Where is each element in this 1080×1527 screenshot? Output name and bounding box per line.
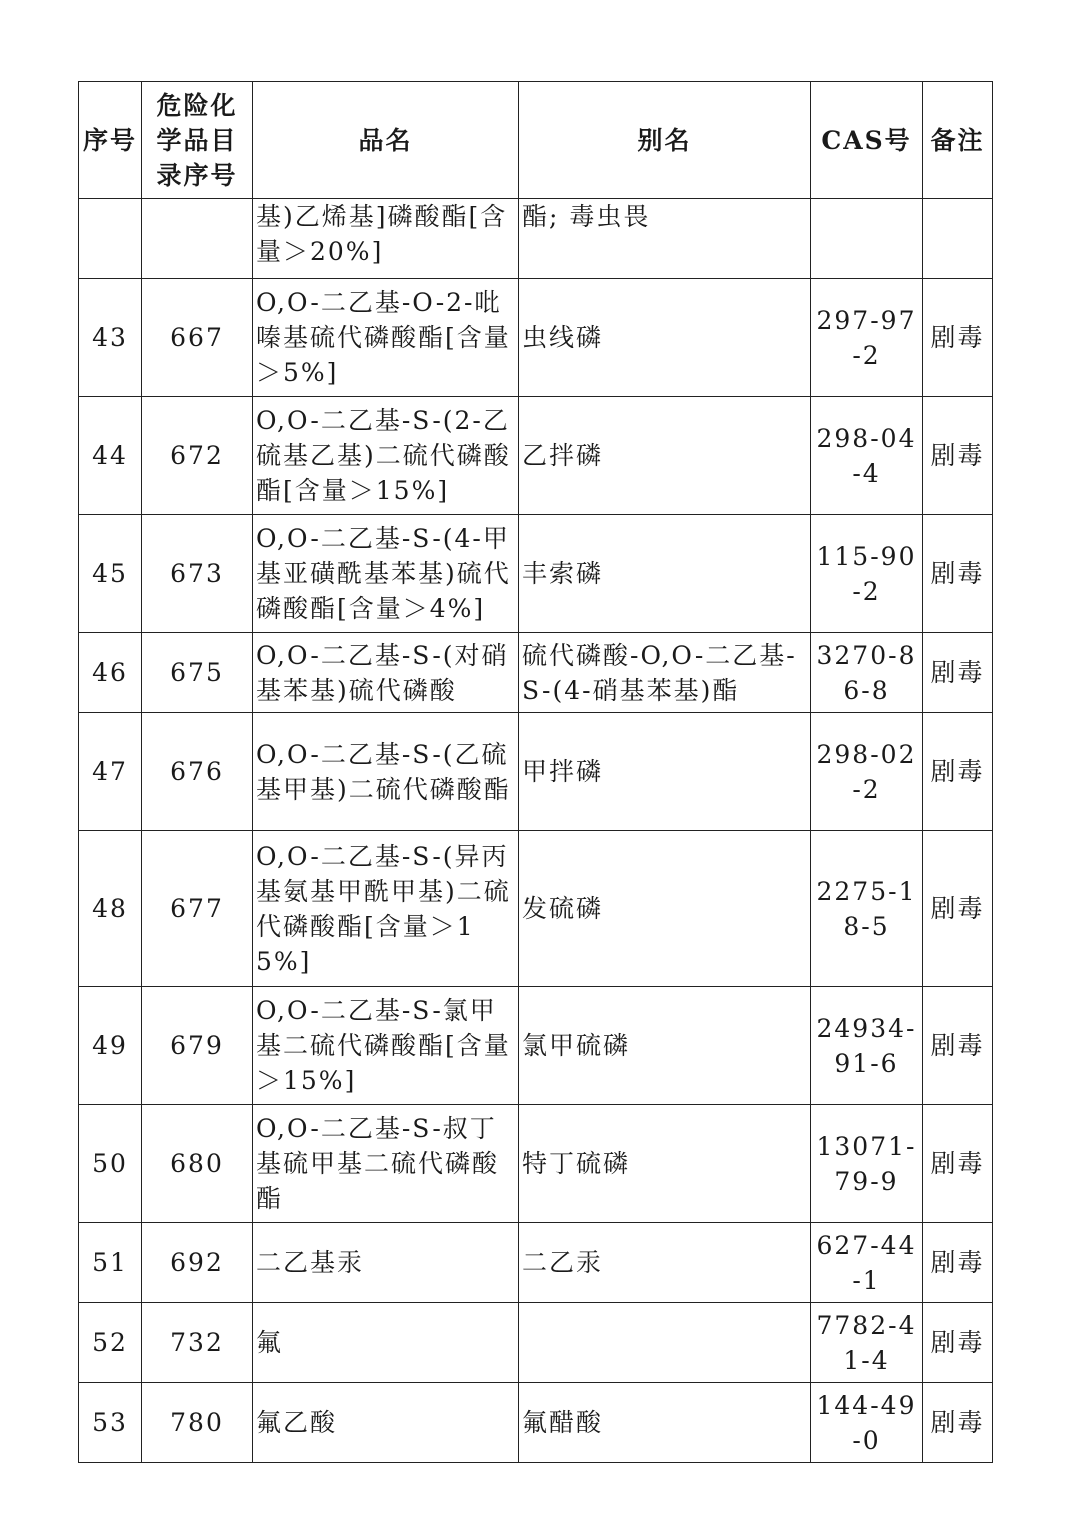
table-row	[79, 633, 993, 713]
cell-alias: 发硫磷	[519, 831, 811, 987]
cell-cas	[811, 199, 923, 279]
cell-name: O,O-二乙基-S-(对硝基苯基)硫代磷酸	[253, 633, 519, 713]
cell-alias: 硫代磷酸-O,O-二乙基-S-(4-硝基苯基)酯	[519, 633, 811, 713]
cell-seq: 43	[79, 279, 142, 397]
table-row	[79, 1223, 993, 1303]
cell-alias: 甲拌磷	[519, 713, 811, 831]
cell-name: 基)乙烯基]磷酸酯[含量＞20%]	[253, 199, 519, 279]
cell-cas: 7782-41-4	[811, 1303, 923, 1383]
cell-cas: 115-90-2	[811, 515, 923, 633]
cell-catalog-no: 675	[142, 633, 253, 713]
cell-catalog-no: 667	[142, 279, 253, 397]
cell-catalog-no	[142, 199, 253, 279]
cell-cas: 297-97-2	[811, 279, 923, 397]
cell-catalog-no: 692	[142, 1223, 253, 1303]
hazardous-chemicals-table	[78, 81, 993, 1463]
cell-seq: 51	[79, 1223, 142, 1303]
cell-cas: 298-02-2	[811, 713, 923, 831]
cell-name: O,O-二乙基-O-2-吡嗪基硫代磷酸酯[含量＞5%]	[253, 279, 519, 397]
cell-remark: 剧毒	[923, 1105, 993, 1223]
header-cas: CAS号	[811, 82, 923, 199]
table-row	[79, 831, 993, 987]
cell-name: O,O-二乙基-S-叔丁基硫甲基二硫代磷酸酯	[253, 1105, 519, 1223]
cell-remark: 剧毒	[923, 397, 993, 515]
cell-alias: 氟醋酸	[519, 1383, 811, 1463]
cell-alias: 特丁硫磷	[519, 1105, 811, 1223]
cell-cas: 298-04-4	[811, 397, 923, 515]
cell-alias: 虫线磷	[519, 279, 811, 397]
cell-cas: 24934-91-6	[811, 987, 923, 1105]
header-name: 品名	[253, 82, 519, 199]
table-row	[79, 199, 993, 279]
cell-alias: 二乙汞	[519, 1223, 811, 1303]
cell-seq: 46	[79, 633, 142, 713]
cell-seq: 47	[79, 713, 142, 831]
cell-remark	[923, 199, 993, 279]
cell-catalog-no: 780	[142, 1383, 253, 1463]
cell-catalog-no: 732	[142, 1303, 253, 1383]
cell-catalog-no: 680	[142, 1105, 253, 1223]
cell-remark: 剧毒	[923, 1383, 993, 1463]
cell-name: O,O-二乙基-S-(异丙基氨基甲酰甲基)二硫代磷酸酯[含量＞15%]	[253, 831, 519, 987]
cell-cas: 627-44-1	[811, 1223, 923, 1303]
cell-seq: 45	[79, 515, 142, 633]
cell-catalog-no: 672	[142, 397, 253, 515]
cell-remark: 剧毒	[923, 831, 993, 987]
table-row	[79, 397, 993, 515]
cell-cas: 2275-18-5	[811, 831, 923, 987]
cell-name: O,O-二乙基-S-(乙硫基甲基)二硫代磷酸酯	[253, 713, 519, 831]
header-alias: 别名	[519, 82, 811, 199]
cell-name: 氟乙酸	[253, 1383, 519, 1463]
table-row	[79, 713, 993, 831]
cell-name: O,O-二乙基-S-氯甲基二硫代磷酸酯[含量＞15%]	[253, 987, 519, 1105]
table-header-row	[79, 82, 993, 199]
cell-name: O,O-二乙基-S-(4-甲基亚磺酰基苯基)硫代磷酸酯[含量＞4%]	[253, 515, 519, 633]
cell-remark: 剧毒	[923, 1303, 993, 1383]
cell-seq: 49	[79, 987, 142, 1105]
table-row	[79, 1383, 993, 1463]
cell-seq: 53	[79, 1383, 142, 1463]
table-row	[79, 1105, 993, 1223]
table-row	[79, 515, 993, 633]
cell-alias: 氯甲硫磷	[519, 987, 811, 1105]
cell-remark: 剧毒	[923, 515, 993, 633]
cell-alias: 乙拌磷	[519, 397, 811, 515]
cell-remark: 剧毒	[923, 987, 993, 1105]
cell-catalog-no: 677	[142, 831, 253, 987]
cell-name: O,O-二乙基-S-(2-乙硫基乙基)二硫代磷酸酯[含量＞15%]	[253, 397, 519, 515]
cell-alias	[519, 1303, 811, 1383]
cell-remark: 剧毒	[923, 1223, 993, 1303]
header-seq: 序号	[79, 82, 142, 199]
cell-cas: 3270-86-8	[811, 633, 923, 713]
cell-catalog-no: 673	[142, 515, 253, 633]
cell-alias: 丰索磷	[519, 515, 811, 633]
cell-seq: 50	[79, 1105, 142, 1223]
header-catalog-no: 危险化学品目录序号	[142, 82, 253, 199]
cell-remark: 剧毒	[923, 713, 993, 831]
header-remark: 备注	[923, 82, 993, 199]
table-row	[79, 279, 993, 397]
table-row	[79, 987, 993, 1105]
cell-remark: 剧毒	[923, 279, 993, 397]
cell-remark: 剧毒	[923, 633, 993, 713]
cell-seq: 52	[79, 1303, 142, 1383]
cell-catalog-no: 679	[142, 987, 253, 1105]
cell-cas: 144-49-0	[811, 1383, 923, 1463]
cell-name: 二乙基汞	[253, 1223, 519, 1303]
cell-cas: 13071-79-9	[811, 1105, 923, 1223]
cell-seq: 44	[79, 397, 142, 515]
cell-catalog-no: 676	[142, 713, 253, 831]
cell-alias: 酯; 毒虫畏	[519, 199, 811, 279]
cell-name: 氟	[253, 1303, 519, 1383]
cell-seq: 48	[79, 831, 142, 987]
cell-seq	[79, 199, 142, 279]
table-row	[79, 1303, 993, 1383]
